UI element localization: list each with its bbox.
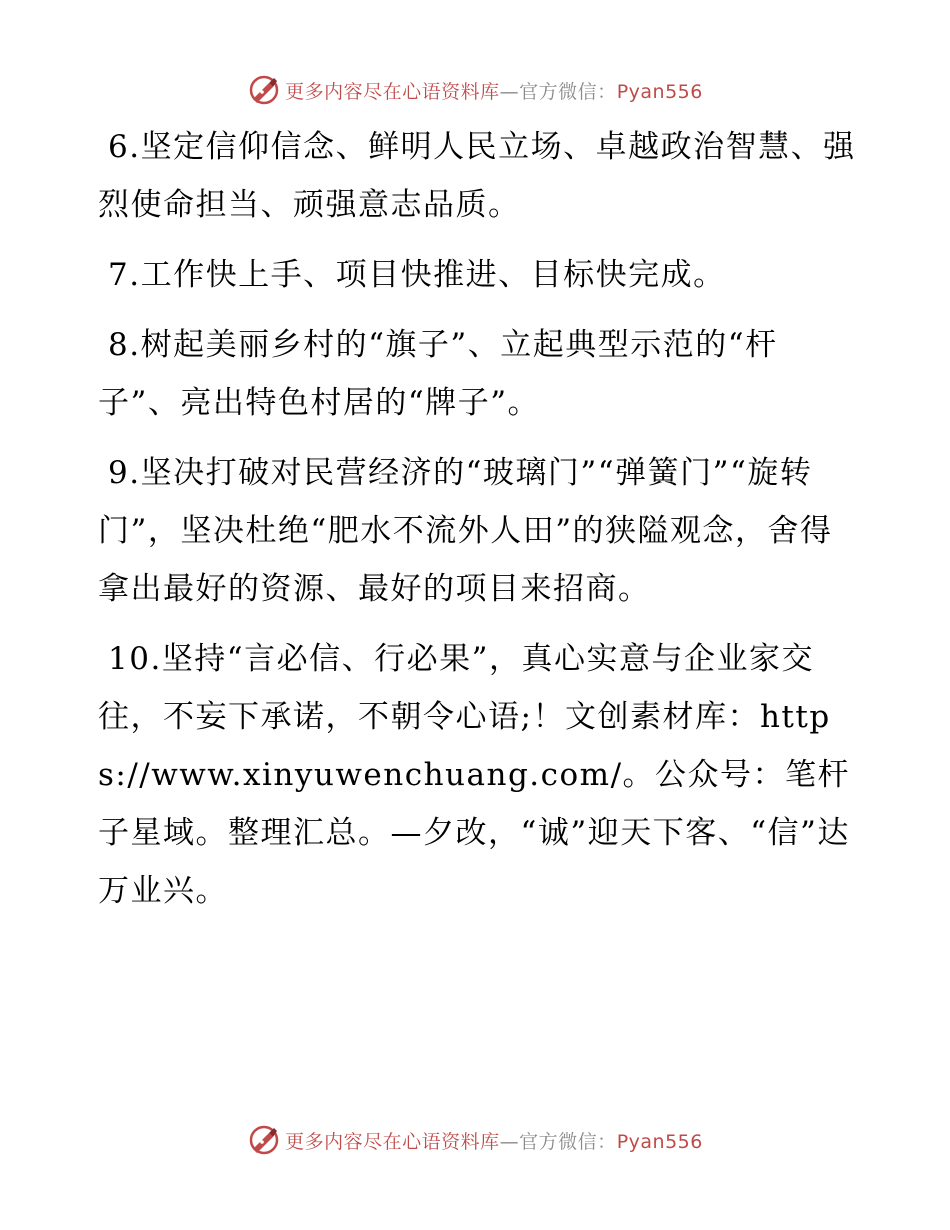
footer-watermark <box>0 1120 950 1160</box>
watermark-wechat-label: 官方微信： <box>519 1130 617 1153</box>
header-watermark <box>0 70 950 110</box>
watermark-wechat-id: Pyan556 <box>616 80 703 103</box>
watermark-separator: — <box>499 80 520 103</box>
paragraph-9: 9.坚决打破对民营经济的“玻璃门”“弹簧门”“旋转门”，坚决杜绝“肥水不流外人田”的狭隘观念，舍得拿出最好的资源、最好的项目来招商。 <box>98 455 833 607</box>
paragraph-6: 6.坚定信仰信念、鲜明人民立场、卓越政治智慧、强烈使命担当、顽强意志品质。 <box>98 129 856 223</box>
document-body <box>98 118 858 932</box>
paragraph-7: 7.工作快上手、项目快推进、目标快完成。 <box>108 257 726 293</box>
paragraph-8: 8.树起美丽乡村的“旗子”、立起典型示范的“杆子”、亮出特色村居的“牌子”。 <box>98 327 778 421</box>
watermark-separator: — <box>499 1130 520 1153</box>
pen-nib-logo-icon <box>247 1123 281 1157</box>
watermark-site-text: 更多内容尽在心语资料库 <box>285 1130 500 1153</box>
paragraph-10: 10.坚持“言必信、行必果”，真心实意与企业家交往，不妄下承诺，不朝令心语;！文创素材库：https://www.xinyuwenchuang.com/。公众号：笔杆子星域。整理汇总。—夕改，“诚”迎天下客、“信”达万业兴。 <box>98 641 851 909</box>
watermark-site-text: 更多内容尽在心语资料库 <box>285 80 500 103</box>
watermark-text <box>285 77 703 104</box>
pen-nib-logo-icon <box>247 73 281 107</box>
watermark-text <box>285 1127 703 1154</box>
watermark-wechat-id: Pyan556 <box>616 1130 703 1153</box>
watermark-wechat-label: 官方微信： <box>519 80 617 103</box>
